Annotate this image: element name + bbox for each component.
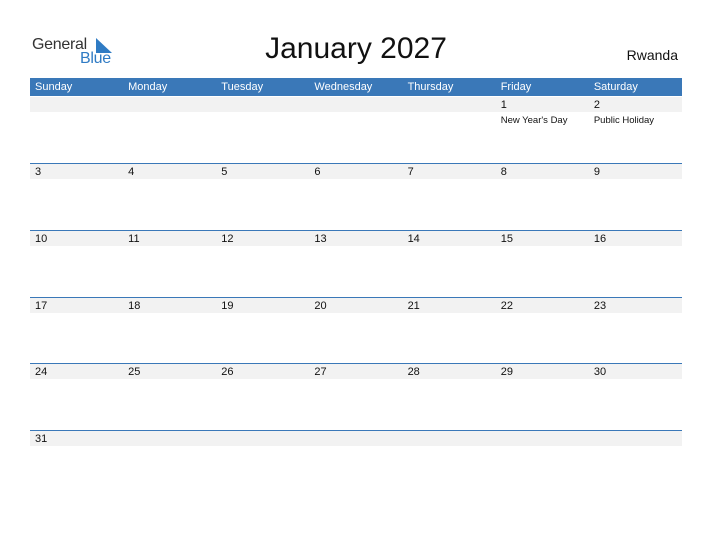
week-row	[30, 430, 682, 496]
day-number: 31	[35, 433, 48, 445]
weekday-tuesday: Tuesday	[221, 81, 264, 93]
day-number	[128, 432, 216, 446]
day-number: 7	[407, 166, 414, 178]
day-cell	[123, 431, 216, 496]
day-cell	[30, 431, 123, 496]
day-number	[594, 432, 682, 446]
day-number	[35, 98, 123, 112]
day-number	[314, 432, 402, 446]
day-cell	[496, 431, 589, 496]
day-cell	[403, 164, 496, 229]
day-cell	[216, 298, 309, 363]
week-row	[30, 163, 682, 229]
day-cell	[403, 431, 496, 496]
day-number: 10	[35, 233, 48, 245]
day-cell	[403, 97, 496, 163]
weekday-header	[30, 78, 682, 96]
day-cell	[216, 364, 309, 429]
day-cell	[216, 97, 309, 163]
day-cell	[403, 364, 496, 429]
day-number: 13	[314, 233, 327, 245]
weekday-friday: Friday	[500, 81, 532, 93]
day-cell	[309, 298, 402, 363]
day-number: 21	[407, 300, 420, 312]
day-cell	[496, 97, 589, 163]
day-number	[128, 98, 216, 112]
day-cell	[309, 431, 402, 496]
day-cell	[309, 231, 402, 296]
day-cell	[30, 298, 123, 363]
logo-text-general: General	[32, 36, 87, 53]
week-row	[30, 297, 682, 363]
day-cell	[216, 164, 309, 229]
day-number: 20	[314, 300, 327, 312]
day-number	[501, 432, 589, 446]
day-cell	[309, 364, 402, 429]
day-cell	[589, 97, 682, 163]
day-number: 5	[221, 166, 228, 178]
day-number	[408, 98, 496, 112]
day-cell	[309, 164, 402, 229]
day-cell	[216, 431, 309, 496]
day-number: 17	[35, 300, 48, 312]
weekday-thursday: Thursday	[407, 81, 454, 93]
day-number: 30	[593, 366, 607, 378]
day-number: 6	[314, 166, 321, 178]
day-cell	[589, 231, 682, 296]
day-number: 3	[35, 166, 42, 178]
day-cell	[589, 164, 682, 229]
day-cell	[496, 164, 589, 229]
day-cell	[123, 364, 216, 429]
holiday-label: Public Holiday	[593, 115, 655, 126]
day-number: 14	[407, 233, 420, 245]
day-number: 29	[500, 366, 513, 378]
day-number: 22	[500, 300, 513, 312]
day-number: 27	[314, 366, 327, 378]
day-cell	[123, 164, 216, 229]
day-cell	[589, 431, 682, 496]
day-cell	[30, 164, 123, 229]
day-cell	[496, 364, 589, 429]
weekday-sunday: Sunday	[35, 81, 73, 93]
week-row	[30, 363, 682, 429]
day-cell	[216, 231, 309, 296]
day-number: 4	[128, 166, 135, 178]
day-cell	[589, 364, 682, 429]
weekday-saturday: Saturday	[593, 81, 638, 93]
logo-text-blue: Blue	[80, 50, 111, 67]
day-cell	[123, 231, 216, 296]
day-number: 24	[35, 366, 48, 378]
day-number: 1	[500, 99, 507, 111]
day-cell	[496, 298, 589, 363]
day-number: 11	[128, 233, 140, 245]
day-cell	[403, 298, 496, 363]
calendar-title: January 2027	[265, 32, 447, 65]
weekday-monday: Monday	[128, 81, 168, 93]
day-number: 15	[500, 233, 513, 245]
day-number: 18	[128, 300, 141, 312]
day-number: 28	[407, 366, 420, 378]
day-number: 26	[221, 366, 234, 378]
weekday-wednesday: Wednesday	[314, 81, 373, 93]
day-cell	[30, 231, 123, 296]
day-number	[221, 432, 309, 446]
country-label: Rwanda	[626, 47, 678, 63]
day-cell	[123, 298, 216, 363]
day-number: 19	[221, 300, 234, 312]
day-cell	[309, 97, 402, 163]
day-number: 9	[593, 166, 600, 178]
day-cell	[123, 97, 216, 163]
week-row	[30, 230, 682, 296]
day-number	[221, 98, 309, 112]
day-number: 23	[593, 300, 607, 312]
day-number: 2	[593, 99, 600, 111]
day-number: 25	[128, 366, 141, 378]
day-number: 16	[593, 233, 607, 245]
week-row	[30, 97, 682, 163]
day-cell	[496, 231, 589, 296]
day-cell	[30, 97, 123, 163]
holiday-label: New Year's Day	[500, 115, 568, 126]
day-number: 8	[500, 166, 507, 178]
day-cell	[403, 231, 496, 296]
day-cell	[30, 364, 123, 429]
day-cell	[589, 298, 682, 363]
day-number	[314, 98, 402, 112]
day-number	[408, 432, 496, 446]
day-number: 12	[221, 233, 234, 245]
